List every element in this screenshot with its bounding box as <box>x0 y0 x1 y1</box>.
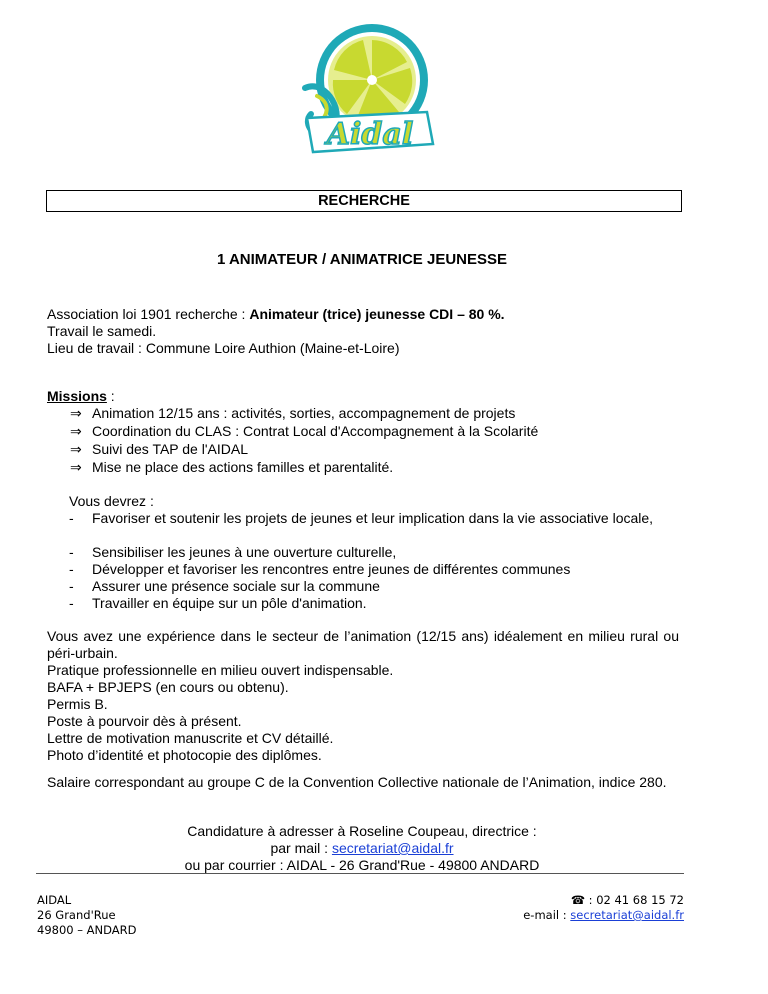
duty-item <box>69 544 677 561</box>
footer-email <box>523 908 684 923</box>
footer-city: 49800 – ANDARD <box>37 923 137 937</box>
dash: - <box>69 578 74 594</box>
requirement-line: Photo d’identité et photocopie des diplômes. <box>47 747 322 763</box>
application-line-1: Candidature à adresser à Roseline Coupeau, directrice : <box>187 823 537 839</box>
missions-label: Missions <box>47 388 107 404</box>
position-title: Animateur (trice) jeunesse CDI – 80 %. <box>249 306 505 322</box>
dash: - <box>69 544 74 560</box>
mission-text: Suivi des TAP de l'AIDAL <box>92 441 248 457</box>
mail-prefix: par mail : <box>270 840 332 856</box>
intro-line-3: Lieu de travail : Commune Loire Authion (Maine-et-Loire) <box>47 340 400 356</box>
logo-wordmark: Aidal <box>326 117 414 152</box>
requirements-list <box>47 662 677 764</box>
experience-paragraph: Vous avez une expérience dans le secteur de l’animation (12/15 ans) idéalement en milieu rural ou péri-urbain. <box>47 628 679 661</box>
mission-item <box>70 441 248 458</box>
requirement-line: BAFA + BPJEPS (en cours ou obtenu). <box>47 679 289 695</box>
intro-line-2: Travail le samedi. <box>47 323 157 339</box>
arrow-icon: ⇒ <box>70 441 82 457</box>
arrow-icon: ⇒ <box>70 459 82 475</box>
duty-item <box>69 578 677 595</box>
footer-divider <box>36 873 684 874</box>
mission-text: Animation 12/15 ans : activités, sorties, accompagnement de projets <box>92 405 516 421</box>
intro-line-1 <box>47 306 677 323</box>
heading-box <box>46 190 682 212</box>
requirement-line: Poste à pourvoir dès à présent. <box>47 713 242 729</box>
duty-item <box>69 561 677 578</box>
duties-intro: Vous devrez : <box>69 493 154 509</box>
duty-item <box>69 595 677 612</box>
mission-text: Coordination du CLAS : Contrat Local d'Accompagnement à la Scolarité <box>92 423 539 439</box>
salary-paragraph: Salaire correspondant au groupe C de la Convention Collective nationale de l’Animation, indice 280. <box>47 774 667 790</box>
footer-contact <box>523 893 684 923</box>
duty-text: Sensibiliser les jeunes à une ouverture culturelle, <box>92 544 397 560</box>
duty-text: Favoriser et soutenir les projets de jeunes et leur implication dans la vie associative locale, <box>92 510 654 526</box>
footer-address <box>37 893 136 938</box>
requirement-line: Lettre de motivation manuscrite et CV détaillé. <box>47 730 334 746</box>
mission-text: Mise ne place des actions familles et parentalité. <box>92 459 394 475</box>
application-line-2 <box>0 840 724 857</box>
footer-phone <box>523 893 684 908</box>
intro-prefix: Association loi 1901 recherche : <box>47 306 250 322</box>
footer-street: 26 Grand'Rue <box>37 908 116 922</box>
aidal-logo <box>287 18 447 173</box>
heading-text: RECHERCHE <box>318 193 410 209</box>
duty-item <box>69 510 677 527</box>
lemon-logo-icon <box>287 18 447 173</box>
requirement-line: Pratique professionnelle en milieu ouvert indispensable. <box>47 662 394 678</box>
missions-heading <box>47 388 677 405</box>
phone-icon: ☎ <box>570 893 586 907</box>
arrow-icon: ⇒ <box>70 405 82 421</box>
missions-colon: : <box>106 388 115 404</box>
footer-org: AIDAL <box>37 893 72 907</box>
mission-item <box>70 459 393 476</box>
footer-email-link[interactable]: secretariat@aidal.fr <box>570 908 684 922</box>
application-email-link[interactable]: secretariat@aidal.fr <box>331 840 454 856</box>
intro-section <box>47 306 677 357</box>
application-line-3: ou par courrier : AIDAL - 26 Grand'Rue - 49800 ANDARD <box>184 857 540 873</box>
application-block <box>0 823 724 874</box>
requirement-line: Permis B. <box>47 696 108 712</box>
mission-item <box>70 423 538 440</box>
arrow-icon: ⇒ <box>70 423 82 439</box>
job-title: 1 ANIMATEUR / ANIMATRICE JEUNESSE <box>216 251 508 268</box>
phone-number: : 02 41 68 15 72 <box>585 893 684 907</box>
dash: - <box>69 510 74 526</box>
email-prefix: e-mail : <box>523 908 571 922</box>
mission-item <box>70 405 515 422</box>
dash: - <box>69 561 74 577</box>
duty-text: Assurer une présence sociale sur la commune <box>92 578 380 594</box>
duty-text: Développer et favoriser les rencontres entre jeunes de différentes communes <box>92 561 571 577</box>
dash: - <box>69 595 74 611</box>
duty-text: Travailler en équipe sur un pôle d'animation. <box>92 595 367 611</box>
